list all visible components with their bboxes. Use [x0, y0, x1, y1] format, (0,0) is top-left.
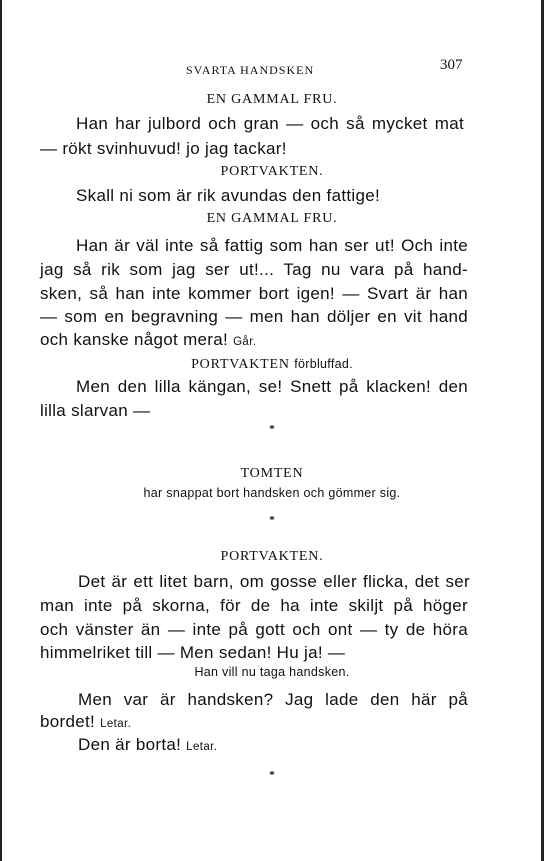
speaker-label: PORTVAKTEN. — [220, 164, 324, 179]
running-title: SVARTA HANDSKEN — [186, 63, 315, 77]
text-line: Han har julbord och gran — och så mycket mat — [76, 114, 464, 133]
text-line — [78, 735, 217, 755]
text-line: — som en begravning — men han döljer en vit hand — [40, 307, 468, 326]
speaker-label: TOMTEN — [240, 466, 304, 481]
speaker-label: PORTVAKTEN — [191, 357, 290, 372]
speaker-label: PORTVAKTEN. — [220, 549, 324, 564]
stage-direction: förbluffad. — [294, 357, 353, 371]
stage-direction: har snappat bort handsken och gömmer sig. — [143, 486, 401, 500]
page-number: 307 — [440, 57, 463, 73]
text-line: sken, så han inte kommer bort igen! — Svart är han — [40, 284, 468, 303]
section-asterisk: * — [269, 423, 275, 435]
text-line: Det är ett litet barn, om gosse eller flicka, det ser — [78, 572, 470, 591]
speaker-label-with-stage — [0, 355, 544, 373]
text-line: och vänster än — inte på gott och ont — ty de höra — [40, 620, 468, 639]
text-line-main: och kanske något mera! — [40, 330, 229, 349]
text-line: man inte på skorna, för de ha inte skiljt på höger — [40, 596, 468, 615]
stage-direction: Letar. — [100, 718, 132, 730]
section-asterisk: * — [269, 769, 275, 781]
stage-direction: Han vill nu taga handsken. — [194, 665, 350, 679]
text-line — [40, 330, 256, 350]
text-line: Han är väl inte så fattig som han ser ut! Och inte — [76, 236, 468, 255]
text-line-main: Den är borta! — [78, 735, 182, 754]
text-line — [40, 712, 131, 732]
text-line: Skall ni som är rik avundas den fattige! — [76, 186, 380, 205]
text-line: jag så rik som jag ser ut!... Tag nu vara på hand- — [40, 260, 468, 279]
text-line: himmelriket till — Men sedan! Hu ja! — — [40, 643, 346, 662]
section-asterisk: * — [269, 514, 275, 526]
text-line: Men var är handsken? Jag lade den här på — [78, 690, 468, 709]
text-line: lilla slarvan — — [40, 401, 151, 420]
stage-direction: Går. — [233, 336, 257, 348]
stage-direction: Letar. — [186, 741, 218, 753]
text-line: Men den lilla kängan, se! Snett på klacken! den — [76, 377, 468, 396]
text-line: — rökt svinhuvud! jo jag tackar! — [40, 139, 287, 158]
text-line-main: bordet! — [40, 712, 96, 731]
speaker-label: EN GAMMAL FRU. — [206, 92, 338, 107]
speaker-label: EN GAMMAL FRU. — [206, 211, 338, 226]
